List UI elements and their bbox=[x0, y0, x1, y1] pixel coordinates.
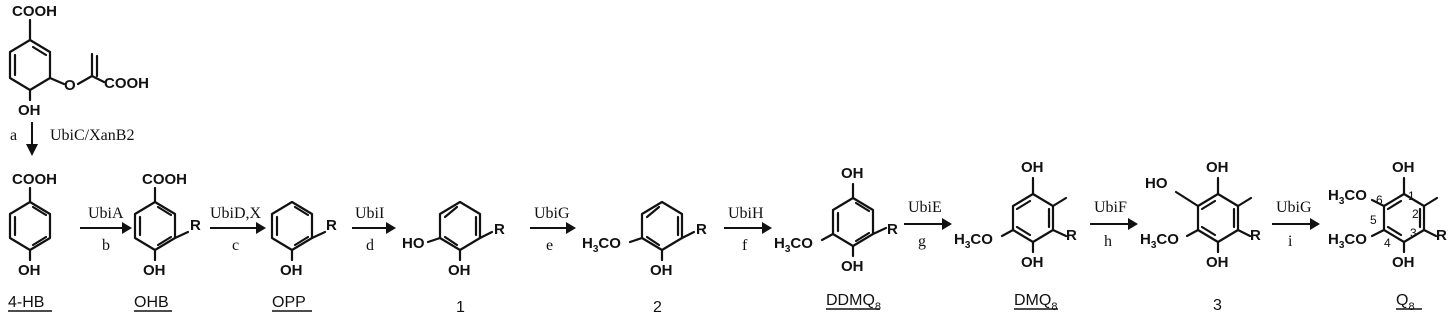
step-g-letter: g bbox=[918, 233, 926, 250]
4hb-oh: OH bbox=[18, 262, 41, 279]
q8-lower-h3co: $H_3CO$ bbox=[1328, 231, 1367, 251]
dmq8-h3co: $H_3CO$ bbox=[954, 231, 993, 251]
step-d-enzyme: UbiI bbox=[355, 205, 385, 222]
ddmq8-r: R bbox=[887, 221, 898, 238]
q8-ring-position-5: 5 bbox=[1370, 213, 1377, 227]
step-i-letter: i bbox=[1288, 233, 1293, 250]
step-i-enzyme: UbiG bbox=[1276, 199, 1312, 216]
ohb-oh: OH bbox=[143, 262, 166, 279]
q8-ring-position-1: 1 bbox=[1408, 189, 1415, 203]
step-g bbox=[904, 199, 952, 250]
step-h-letter: h bbox=[1104, 233, 1112, 250]
compound-2-h3co: $H_3CO$ bbox=[582, 235, 621, 255]
q8-r: R bbox=[1436, 227, 1447, 244]
step-a bbox=[10, 122, 134, 156]
compound-label-ddmq8 bbox=[826, 292, 881, 313]
ddmq8-top-oh: OH bbox=[841, 165, 864, 182]
step-e-letter: e bbox=[546, 237, 554, 254]
step-e-enzyme: UbiG bbox=[534, 205, 570, 222]
compound-2-r: R bbox=[696, 221, 707, 238]
compound-name-opp: OPP bbox=[272, 294, 306, 311]
dmq8-top-oh: OH bbox=[1021, 159, 1044, 176]
compound-name-2: 2 bbox=[653, 299, 662, 315]
compound-1-r: R bbox=[494, 221, 505, 238]
step-h bbox=[1090, 199, 1138, 250]
q8-bottom-oh: OH bbox=[1392, 254, 1415, 271]
step-b-enzyme: UbiA bbox=[88, 205, 124, 222]
q8-upper-h3co: $H_3CO$ bbox=[1328, 187, 1367, 207]
dmq8-r: R bbox=[1066, 227, 1077, 244]
compound-2-oh: OH bbox=[650, 262, 673, 279]
compound-label-opp bbox=[272, 294, 312, 311]
step-f bbox=[724, 205, 772, 254]
compound-name-q8: $Q_8$ bbox=[1396, 292, 1415, 313]
compound-label-ohb bbox=[134, 294, 172, 311]
step-d-letter: d bbox=[366, 237, 374, 254]
ohb-cooh: COOH bbox=[142, 171, 187, 188]
compound-2-structure bbox=[582, 202, 707, 279]
dmq8-bottom-oh: OH bbox=[1021, 254, 1044, 271]
compound-3-structure bbox=[1140, 159, 1261, 271]
chorismate-cooh: COOH bbox=[12, 3, 57, 20]
step-c-enzyme: UbiD,X bbox=[210, 205, 262, 222]
compound-3-bottom-oh: OH bbox=[1206, 254, 1229, 271]
q8-top-oh: OH bbox=[1392, 159, 1415, 176]
compound-ohb-structure bbox=[135, 171, 201, 279]
step-e bbox=[530, 205, 576, 254]
step-a-enzyme: UbiC/XanB2 bbox=[50, 127, 135, 144]
step-c bbox=[210, 205, 266, 254]
opp-r: R bbox=[326, 217, 337, 234]
step-a-letter: a bbox=[10, 127, 18, 144]
compound-1-structure bbox=[402, 202, 505, 279]
compound-name-ddmq8: $DDMQ_8$ bbox=[826, 292, 882, 313]
compound-dmq8-structure bbox=[954, 159, 1077, 271]
ohb-r: R bbox=[190, 217, 201, 234]
compound-name-ohb: OHB bbox=[134, 294, 169, 311]
opp-oh: OH bbox=[280, 262, 303, 279]
ddmq8-h3co: $H_3CO$ bbox=[774, 235, 813, 255]
compound-q8-structure bbox=[1328, 159, 1447, 271]
step-b bbox=[80, 205, 132, 254]
compound-1-ho: HO bbox=[402, 235, 425, 252]
step-c-letter: c bbox=[232, 237, 240, 254]
chorismate-ether-o: O bbox=[64, 77, 76, 94]
q8-ring-position-6: 6 bbox=[1376, 193, 1383, 207]
q8-ring-position-3: 3 bbox=[1410, 226, 1417, 240]
step-f-letter: f bbox=[742, 237, 748, 254]
chorismate-structure bbox=[10, 3, 149, 119]
compound-name-3: 3 bbox=[1213, 297, 1222, 314]
compound-3-top-oh: OH bbox=[1206, 159, 1229, 176]
q8-ring-position-2: 2 bbox=[1412, 207, 1419, 221]
compound-name-4hb: 4-HB bbox=[8, 294, 45, 311]
chorismate-side-cooh: COOH bbox=[104, 75, 149, 92]
compound-1-oh: OH bbox=[448, 262, 471, 279]
step-g-enzyme: UbiE bbox=[908, 199, 942, 216]
compound-ddmq8-structure bbox=[774, 165, 898, 275]
4hb-cooh: COOH bbox=[12, 171, 57, 188]
compound-name-1: 1 bbox=[456, 299, 465, 315]
compound-label-dmq8 bbox=[1014, 292, 1058, 313]
step-h-enzyme: UbiF bbox=[1094, 199, 1127, 216]
step-f-enzyme: UbiH bbox=[728, 205, 764, 222]
step-i bbox=[1272, 199, 1320, 250]
step-b-letter: b bbox=[102, 237, 110, 254]
compound-3-r: R bbox=[1250, 227, 1261, 244]
compound-3-h3co: $H_3CO$ bbox=[1140, 231, 1179, 251]
compound-4hb-structure bbox=[10, 171, 57, 279]
compound-opp-structure bbox=[272, 202, 337, 279]
compound-name-dmq8: $DMQ_8$ bbox=[1014, 292, 1058, 313]
compound-3-ho: HO bbox=[1145, 175, 1168, 192]
step-d bbox=[352, 205, 396, 254]
compound-label-4hb bbox=[8, 294, 52, 311]
compound-label-q8 bbox=[1396, 292, 1422, 313]
ddmq8-bottom-oh: OH bbox=[841, 258, 864, 275]
q8-ring-position-4: 4 bbox=[1384, 236, 1391, 250]
chorismate-oh: OH bbox=[18, 102, 41, 119]
